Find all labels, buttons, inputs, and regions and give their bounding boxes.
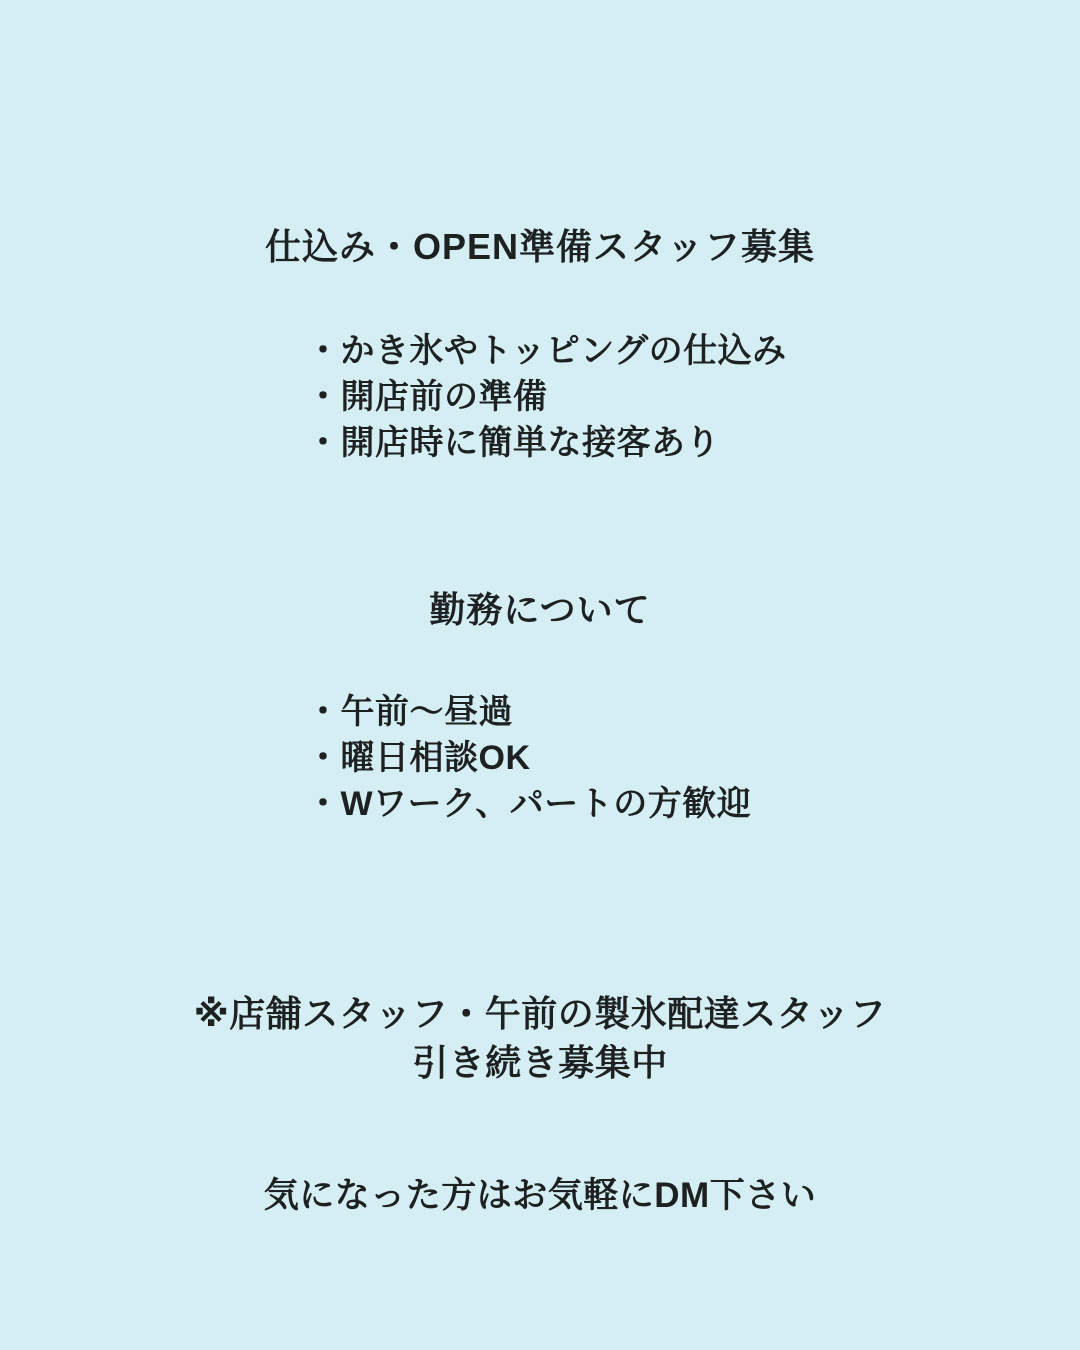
list-item: ・開店時に簡単な接客あり (306, 424, 720, 462)
list-item: ・曜日相談OK (306, 739, 531, 777)
contact-footer-text: 気になった方はお気軽にDM下さい (263, 1176, 817, 1215)
note-line: ※店舗スタッフ・午前の製氷配達スタッフ (193, 993, 887, 1034)
list-item: ・開店前の準備 (306, 378, 548, 416)
page-title: 仕込み・OPEN準備スタッフ募集 (264, 226, 816, 267)
prep-tasks-list (306, 328, 787, 466)
list-item: ・かき氷やトッピングの仕込み (306, 332, 787, 370)
list-item: ・午前〜昼過 (306, 693, 513, 731)
note-line: 引き続き募集中 (412, 1042, 668, 1083)
work-section-heading: 勤務について (429, 589, 651, 630)
list-item: ・Wワーク、パートの方歓迎 (306, 785, 752, 823)
additional-recruiting-note (0, 989, 1080, 1087)
work-conditions-list (306, 689, 751, 827)
